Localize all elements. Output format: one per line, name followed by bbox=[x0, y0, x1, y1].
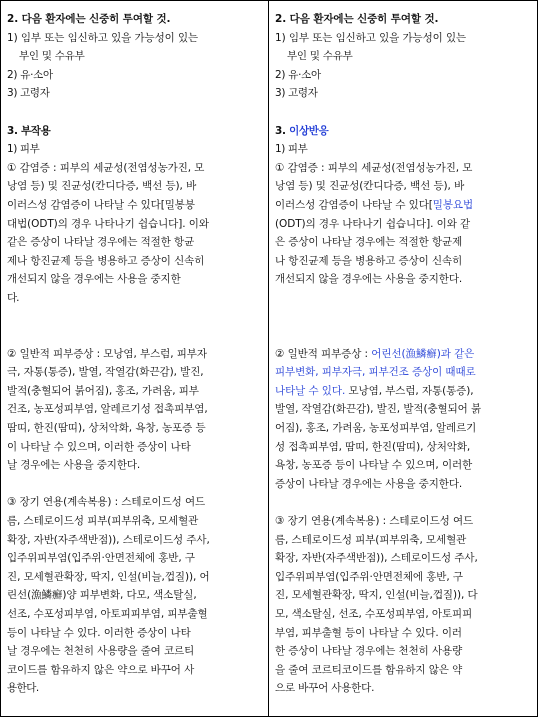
revised-text: 나타날 수 있다. bbox=[275, 384, 346, 397]
skin-subheading: 1) 피부 bbox=[7, 143, 40, 156]
text-line: 낭염 등) 및 진균성(칸디다증, 백선 등), 바 bbox=[7, 180, 197, 193]
text-line: 용한다. bbox=[7, 682, 39, 695]
text-line: 욕창, 농포증 등이 나타날 수 있으며, 이러한 bbox=[275, 459, 473, 472]
text-line bbox=[275, 196, 534, 215]
text-line: 나 항진균제 등을 병용하고 증상이 신속히 bbox=[275, 254, 463, 267]
right-column bbox=[275, 10, 534, 698]
section-2-heading: 2. 다음 환자에는 신중히 투여할 것. bbox=[275, 13, 439, 25]
text-segment: ② 일반적 피부증상 : bbox=[275, 347, 372, 360]
text-line: 이러스성 감염증이 나타날 수 있다[밀봉붕 bbox=[7, 198, 195, 211]
text-line: 제나 항진균제 등을 병용하고 증상이 신속히 bbox=[7, 254, 205, 267]
section-number: 3. bbox=[275, 124, 290, 137]
revised-text: 어린선(漁鱗癬)과 같은 bbox=[371, 347, 475, 360]
text-line: 이 나타날 수 있으며, 이러한 증상이 나타 bbox=[7, 440, 191, 453]
text-line: 름, 스테로이드성 피부(피부위축, 모세혈관 bbox=[275, 533, 467, 546]
text-line: 대법(ODT)의 경우 나타나기 쉽습니다]. 이와 bbox=[7, 217, 209, 230]
section-3-heading bbox=[275, 122, 534, 141]
text-line: ③ 장기 연용(계속복용) : 스테로이드성 여드 bbox=[7, 496, 206, 509]
column-divider bbox=[268, 0, 269, 717]
text-line: 낭염 등) 및 진균성(칸디다증, 백선 등), 바 bbox=[275, 180, 465, 193]
text-line: 성 접촉피부염, 땀띠, 한진(땀띠), 상처악화, bbox=[275, 440, 471, 453]
item-2-2: 2) 유·소아 bbox=[275, 68, 321, 81]
skin-subheading: 1) 피부 bbox=[275, 143, 308, 156]
text-line: ① 감염증 : 피부의 세균성(전염성농가진, 모 bbox=[7, 161, 205, 174]
text-line: ③ 장기 연용(계속복용) : 스테로이드성 여드 bbox=[275, 515, 474, 528]
text-line: 개선되지 않을 경우에는 사용을 중지한 bbox=[7, 273, 181, 286]
text-line: 다. bbox=[7, 291, 19, 304]
text-line: 입주위피부염(입주위·안면전체에 홍반, 구 bbox=[275, 570, 463, 583]
item-2-3: 3) 고령자 bbox=[7, 87, 50, 100]
item-2-1-line-1: 1) 임부 또는 임신하고 있을 가능성이 있는 bbox=[7, 31, 199, 44]
text-line: 름, 스테로이드성 피부(피부위축, 모세혈관 bbox=[7, 515, 199, 528]
paragraph-general-skin bbox=[7, 345, 266, 475]
text-line: 극, 자통(통증), 발열, 작열감(화끈감), 발진, bbox=[7, 366, 204, 379]
text-line: 진, 모세혈관확장, 딱지, 인설(비늘,껍질)), 다 bbox=[275, 589, 478, 602]
text-line: 진, 모세혈관확장, 딱지, 인설(비늘,껍질)), 어 bbox=[7, 570, 210, 583]
text-line: 은 증상이 나타날 경우에는 적절한 항균제 bbox=[275, 236, 463, 249]
paragraph-general-skin bbox=[275, 345, 534, 494]
text-line: 확장, 자반(자주색반점)), 스테로이드성 주사, bbox=[275, 552, 478, 565]
text-line: 선조, 수포성피부염, 아토피피부염, 피부출혈 bbox=[7, 608, 208, 620]
text-line: 같은 증상이 나타날 경우에는 적절한 항균 bbox=[7, 236, 195, 249]
paragraph-long-term-use bbox=[275, 512, 534, 698]
item-2-1-line-2: 부인 및 수유부 bbox=[19, 50, 85, 63]
text-segment: 모낭염, 부스럼, 자통(통증), bbox=[345, 384, 474, 397]
text-segment: 이러스성 감염증이 나타날 수 있다[ bbox=[275, 198, 433, 211]
text-line: ② 일반적 피부증상 : 모낭염, 부스럼, 피부자 bbox=[7, 347, 207, 360]
text-line: 한 증상이 나타날 경우에는 천천히 사용량 bbox=[275, 645, 463, 658]
paragraph-long-term-use bbox=[7, 493, 266, 698]
item-2-3: 3) 고령자 bbox=[275, 87, 318, 100]
text-line: (ODT)의 경우 나타나기 쉽습니다]. 이와 같 bbox=[275, 217, 471, 230]
text-line: 어짐), 홍조, 가려움, 농포성피부염, 알레르기 bbox=[275, 422, 477, 435]
item-2-1-line-1: 1) 임부 또는 임신하고 있을 가능성이 있는 bbox=[275, 31, 467, 44]
item-2-1-line-2: 부인 및 수유부 bbox=[287, 50, 353, 63]
text-line: 증상이 나타날 경우에는 사용을 중지한다. bbox=[275, 477, 463, 490]
text-line: 날 경우에는 천천히 사용량을 줄여 코르티 bbox=[7, 645, 195, 658]
text-line: 을 줄여 코르티코이드를 함유하지 않은 약 bbox=[275, 663, 463, 676]
paragraph-infection bbox=[275, 159, 534, 289]
text-line: 발적(충혈되어 붉어짐), 홍조, 가려움, 피부 bbox=[7, 384, 199, 397]
section-3-heading: 3. 부작용 bbox=[7, 124, 51, 137]
item-2-2: 2) 유·소아 bbox=[7, 68, 53, 81]
revised-text: 피부변화, 피부자극, 피부건조 증상이 때때로 bbox=[275, 366, 476, 379]
text-line: 등이 나타날 수 있다. 이러한 증상이 나타 bbox=[7, 626, 191, 639]
text-line: 개선되지 않을 경우에는 사용을 중지한다. bbox=[275, 273, 463, 286]
text-line: 건조, 농포성피부염, 알레르기성 접촉피부염, bbox=[7, 403, 208, 416]
text-line: 확장, 자반(자주색반점)), 스테로이드성 주사, bbox=[7, 533, 210, 546]
paragraph-infection bbox=[7, 159, 266, 308]
text-line bbox=[275, 382, 534, 401]
revised-text: 밀봉요법 bbox=[432, 198, 474, 211]
text-line bbox=[275, 345, 534, 364]
text-line: 입주위피부염(입주위·안면전체에 홍반, 구 bbox=[7, 552, 195, 565]
text-line: 부염, 피부출혈 등이 나타날 수 있다. 이러 bbox=[275, 626, 462, 639]
text-line: 린선(漁鱗癬)양 피부변화, 다모, 색소탈실, bbox=[7, 589, 197, 602]
text-line: 코이드를 함유하지 않은 약으로 바꾸어 사 bbox=[7, 663, 195, 676]
text-line: 으로 바꾸어 사용한다. bbox=[275, 682, 375, 695]
left-column bbox=[7, 10, 266, 698]
text-line: 날 경우에는 사용을 중지한다. bbox=[7, 459, 141, 472]
text-line: ① 감염증 : 피부의 세균성(전염성농가진, 모 bbox=[275, 161, 473, 174]
section-3-revised-title: 이상반응 bbox=[289, 124, 329, 137]
text-line: 발열, 작열감(화끈감), 발진, 발적(충혈되어 붉 bbox=[275, 403, 482, 416]
section-2-heading: 2. 다음 환자에는 신중히 투여할 것. bbox=[7, 13, 171, 25]
text-line: 모, 색소탈실, 선조, 수포성피부염, 아토피피 bbox=[275, 608, 473, 621]
text-line: 땀띠, 한진(땀띠), 상처악화, 욕창, 농포증 등 bbox=[7, 422, 206, 435]
